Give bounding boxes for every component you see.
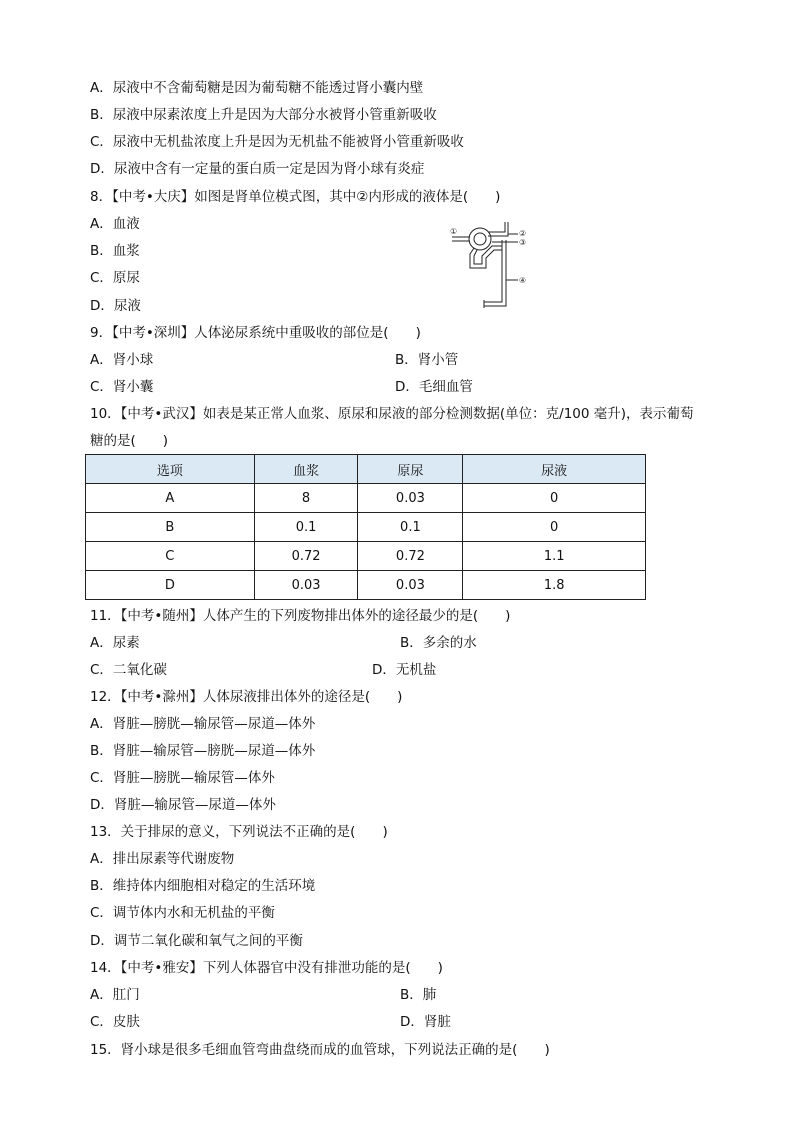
table-cell: 8 (254, 484, 358, 513)
q13-stem: 13．关于排尿的意义，下列说法不正确的是( ) (90, 824, 388, 840)
q14-option-a: A．肛门 (90, 987, 140, 1003)
q14-option-b: B．肺 (400, 987, 437, 1003)
table-cell: 0 (463, 513, 646, 542)
table-cell: 1.1 (463, 542, 646, 571)
fig-label-2: ② (519, 229, 527, 238)
q12-option-d: D．肾脏—输尿管—尿道—体外 (90, 797, 276, 813)
q8-option-c: C．原尿 (90, 270, 140, 286)
table-cell: C (86, 542, 255, 571)
table-header: 尿液 (463, 455, 646, 484)
table-header: 选项 (86, 455, 255, 484)
q10-data-table (85, 454, 646, 600)
q14-option-d: D．肾脏 (400, 1014, 451, 1030)
table-row (86, 513, 646, 542)
q11-option-c: C．二氧化碳 (90, 662, 167, 678)
q14-option-c: C．皮肤 (90, 1014, 140, 1030)
q11-option-d: D．无机盐 (372, 662, 437, 678)
nephron-diagram (450, 220, 530, 310)
q9-option-b: B．肾小管 (395, 352, 459, 368)
table-cell: 0.03 (358, 571, 463, 600)
q11-stem: 11．【中考•随州】人体产生的下列废物排出体外的途径最少的是( ) (90, 608, 511, 624)
q12-option-a: A．肾脏—膀胱—输尿管—尿道—体外 (90, 716, 316, 732)
q9-option-d: D．毛细血管 (395, 379, 473, 395)
q8-stem: 8．【中考•大庆】如图是肾单位模式图，其中②内形成的液体是( ) (90, 189, 501, 205)
table-header-row (86, 455, 646, 484)
q7-option-a: A．尿液中不含葡萄糖是因为葡萄糖不能透过肾小囊内壁 (90, 80, 424, 96)
table-cell: 0 (463, 484, 646, 513)
q8-option-a: A．血液 (90, 216, 140, 232)
table-cell: 0.1 (358, 513, 463, 542)
q12-option-b: B．肾脏—输尿管—膀胱—尿道—体外 (90, 743, 316, 759)
table-cell: 0.72 (358, 542, 463, 571)
table-header: 血浆 (254, 455, 358, 484)
q10-stem-line1: 10．【中考•武汉】如表是某正常人血浆、原尿和尿液的部分检测数据(单位：克/100 毫升)，表示葡萄 (90, 406, 694, 422)
table-cell: 0.03 (254, 571, 358, 600)
table-row (86, 484, 646, 513)
q13-option-a: A．排出尿素等代谢废物 (90, 851, 235, 867)
q13-option-d: D．调节二氧化碳和氧气之间的平衡 (90, 933, 303, 949)
table-header: 原尿 (358, 455, 463, 484)
q13-option-b: B．维持体内细胞相对稳定的生活环境 (90, 878, 316, 894)
fig-label-3: ③ (519, 238, 527, 247)
q7-option-c: C．尿液中无机盐浓度上升是因为无机盐不能被肾小管重新吸收 (90, 134, 464, 150)
q8-option-b: B．血浆 (90, 243, 140, 259)
q11-option-b: B．多余的水 (400, 635, 477, 651)
table-row (86, 571, 646, 600)
q12-option-c: C．肾脏—膀胱—输尿管—体外 (90, 770, 275, 786)
fig-label-1: ① (450, 227, 458, 236)
table-cell: 0.72 (254, 542, 358, 571)
table-cell: A (86, 484, 255, 513)
q12-stem: 12．【中考•滁州】人体尿液排出体外的途径是( ) (90, 689, 403, 705)
table-cell: 1.8 (463, 571, 646, 600)
q8-option-d: D．尿液 (90, 298, 141, 314)
q7-option-d: D．尿液中含有一定量的蛋白质一定是因为肾小球有炎症 (90, 161, 425, 177)
table-cell: B (86, 513, 255, 542)
fig-label-4: ④ (519, 276, 527, 285)
q14-stem: 14．【中考•雅安】下列人体器官中没有排泄功能的是( ) (90, 960, 443, 976)
q9-stem: 9．【中考•深圳】人体泌尿系统中重吸收的部位是( ) (90, 325, 421, 341)
q7-option-b: B．尿液中尿素浓度上升是因为大部分水被肾小管重新吸收 (90, 107, 437, 123)
q13-option-c: C．调节体内水和无机盐的平衡 (90, 905, 275, 921)
table-cell: 0.03 (358, 484, 463, 513)
table-cell: 0.1 (254, 513, 358, 542)
q15-stem: 15．肾小球是很多毛细血管弯曲盘绕而成的血管球，下列说法正确的是( ) (90, 1042, 550, 1058)
q9-option-a: A．肾小球 (90, 352, 154, 368)
q9-option-c: C．肾小囊 (90, 379, 154, 395)
table-row (86, 542, 646, 571)
q11-option-a: A．尿素 (90, 635, 140, 651)
q10-stem-line2: 糖的是( ) (90, 433, 169, 449)
table-cell: D (86, 571, 255, 600)
